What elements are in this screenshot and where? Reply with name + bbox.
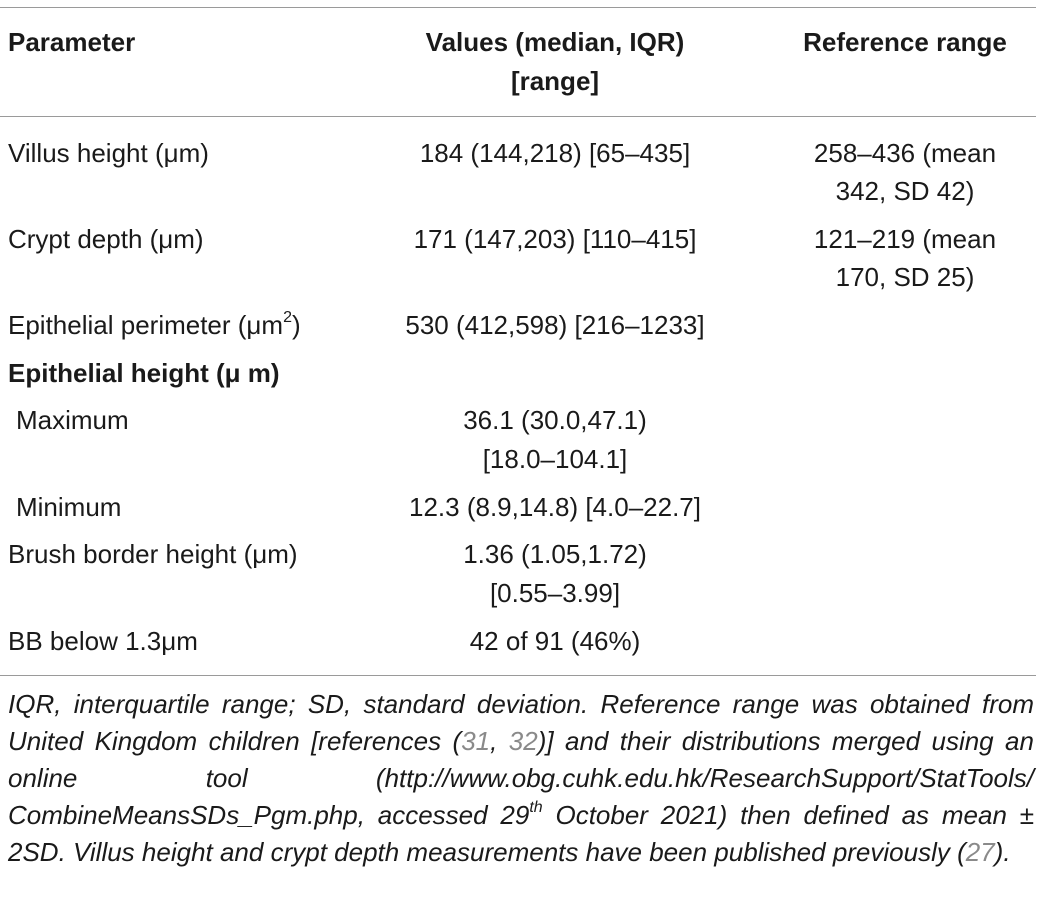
citation-32[interactable]: 32	[508, 726, 538, 756]
row-brush-border-value-line2: [0.55–3.99]	[489, 578, 621, 608]
row-minimum-value: 12.3 (8.9,14.8) [4.0–22.7]	[409, 492, 701, 522]
row-brush-border-param: Brush border height (μm)	[8, 539, 298, 569]
row-villus-param: Villus height (μm)	[8, 138, 209, 168]
row-crypt-ref-line2: 170, SD 25)	[835, 262, 975, 292]
section-epithelial-height: Epithelial height (μ m)	[8, 358, 280, 388]
row-brush-border-value-line1: 1.36 (1.05,1.72)	[463, 539, 647, 569]
top-rule	[0, 7, 1036, 8]
citation-31[interactable]: 31	[461, 726, 491, 756]
row-villus-ref-line2: 342, SD 42)	[835, 176, 975, 206]
row-villus-value: 184 (144,218) [65–435]	[419, 138, 691, 168]
row-minimum-param: Minimum	[16, 492, 122, 522]
row-maximum-param: Maximum	[16, 405, 129, 435]
row-crypt-ref-line1: 121–219 (mean	[813, 224, 997, 254]
row-maximum-value-line2: [18.0–104.1]	[482, 444, 628, 474]
header-values-line1: Values (median, IQR)	[425, 27, 685, 57]
row-bb-below-value: 42 of 91 (46%)	[469, 626, 641, 656]
row-bb-below-param: BB below 1.3μm	[8, 626, 198, 656]
row-villus-ref-line1: 258–436 (mean	[813, 138, 997, 168]
bottom-rule	[0, 675, 1036, 676]
row-crypt-value: 171 (147,203) [110–415]	[413, 224, 697, 254]
header-reference: Reference range	[803, 27, 1007, 57]
table-footnote: IQR, interquartile range; SD, standard deviation. Reference range was obtained from United Kingdom children [references (31, 32)] and their distributions merged using an online tool (http://www.obg.cuhk.edu.hk/ResearchSupport/StatTools/ CombineMeansSDs_Pgm.php, accessed 29th October 2021) then defined as mean ± 2SD. Villus height and crypt depth measurements have been published previously (27).	[8, 689, 1034, 867]
header-values-line2: [range]	[510, 66, 600, 96]
row-maximum-value-line1: 36.1 (30.0,47.1)	[463, 405, 647, 435]
header-rule	[0, 116, 1036, 117]
row-perimeter-value: 530 (412,598) [216–1233]	[405, 310, 705, 340]
row-perimeter-param: Epithelial perimeter $(\mu m^2)$	[8, 309, 301, 340]
citation-27[interactable]: 27	[965, 837, 995, 867]
row-crypt-param: Crypt depth (μm)	[8, 224, 204, 254]
header-parameter: Parameter	[8, 27, 136, 57]
